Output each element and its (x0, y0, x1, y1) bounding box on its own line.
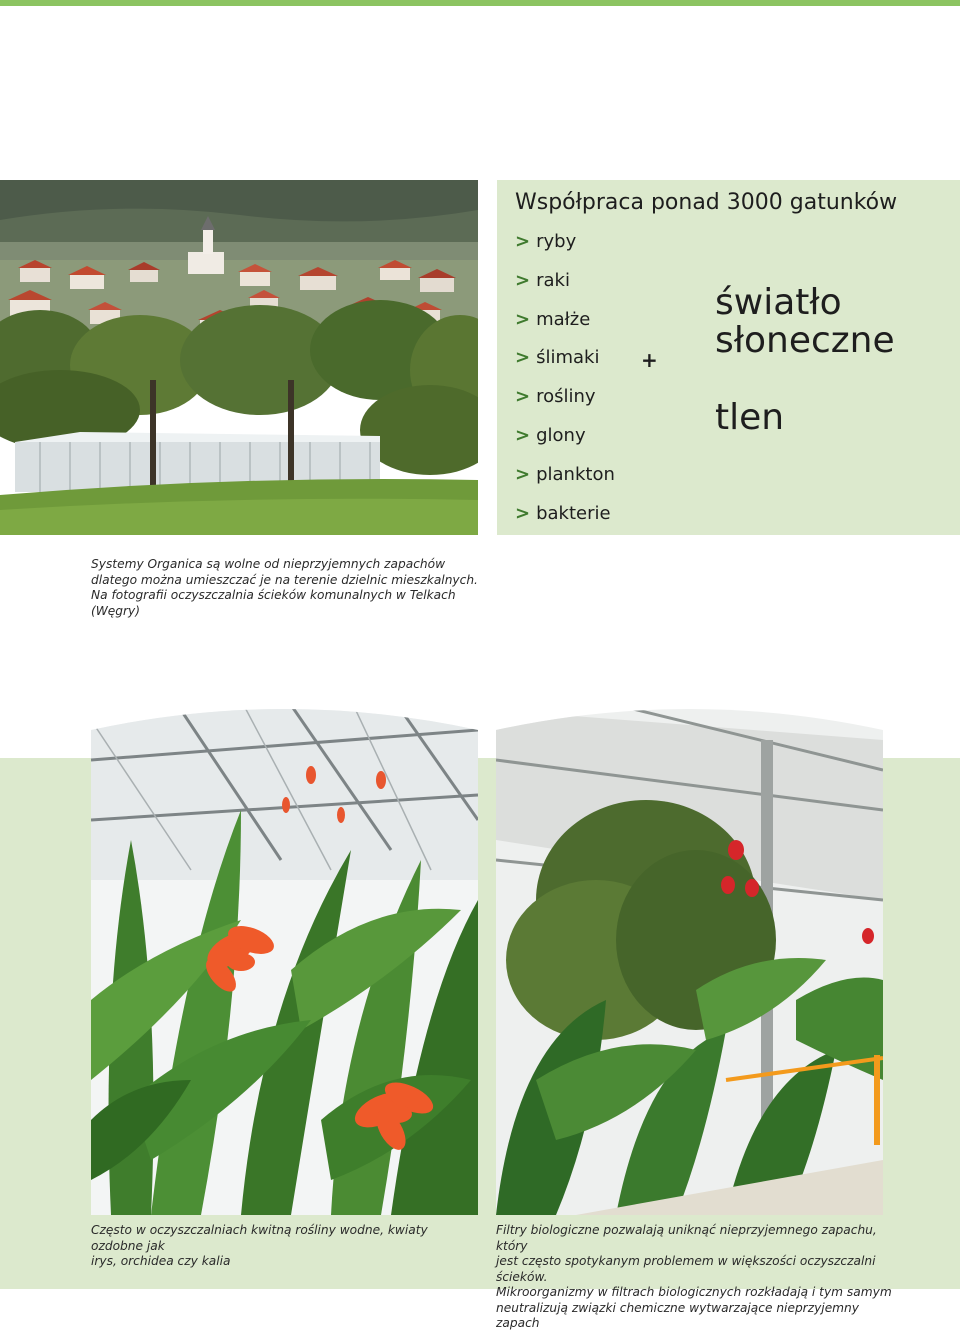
species-info-panel (497, 180, 960, 535)
arrow-icon: > (515, 308, 531, 330)
sunlight-label: światło słoneczne (715, 282, 895, 361)
arrow-icon: > (515, 424, 531, 446)
list-item (515, 308, 615, 347)
list-item-label: plankton (536, 463, 615, 485)
list-item (515, 346, 615, 385)
flowers-photo-caption: Często w oczyszczalniach kwitną rośliny wodne, kwiaty ozdobne jak irys, orchidea czy kalia (91, 1223, 428, 1268)
panel-title: Współpraca ponad 3000 gatunków (515, 190, 898, 215)
list-item-label: małże (536, 308, 591, 330)
arrow-icon: > (515, 463, 531, 485)
plus-sign: + (641, 348, 658, 372)
village-greenhouse-photo (0, 180, 478, 535)
arrow-icon: > (515, 347, 531, 369)
list-item-label: ryby (536, 231, 577, 252)
list-item (515, 385, 615, 424)
canna-flowers-photo (91, 700, 478, 1215)
list-item-label: bakterie (536, 502, 611, 524)
greenhouse-interior-photo (496, 700, 883, 1215)
village-photo-caption: Systemy Organica są wolne od nieprzyjemnych zapachów dlatego można umieszczać je na terenie dzielnic mieszkalnych. Na fotografii oczyszczalnia ścieków komunalnych w Telkach (Węgry) (91, 557, 478, 618)
arrow-icon: > (515, 231, 531, 252)
oxygen-label: tlen (715, 397, 785, 438)
list-item-label: ślimaki (536, 347, 600, 369)
list-item (515, 502, 615, 541)
list-item-label: rośliny (536, 386, 596, 408)
list-item (515, 269, 615, 308)
list-item-label: glony (536, 424, 586, 446)
list-item (515, 424, 615, 463)
list-item (515, 230, 615, 269)
list-item-label: raki (536, 269, 570, 291)
top-accent-bar (0, 0, 960, 6)
greenhouse-photo-caption: Filtry biologiczne pozwalają uniknąć nieprzyjemnego zapachu, który jest często spotykanym problemem w większości oczyszczalni ścieków. Mikroorganizmy w filtrach biologicznych rozkładają i tym samym neutralizują związki chemiczne wytwarzające nieprzyjemny zapach (496, 1223, 892, 1330)
arrow-icon: > (515, 502, 531, 524)
list-item (515, 463, 615, 502)
species-list (515, 230, 615, 540)
arrow-icon: > (515, 269, 531, 291)
arrow-icon: > (515, 386, 531, 408)
